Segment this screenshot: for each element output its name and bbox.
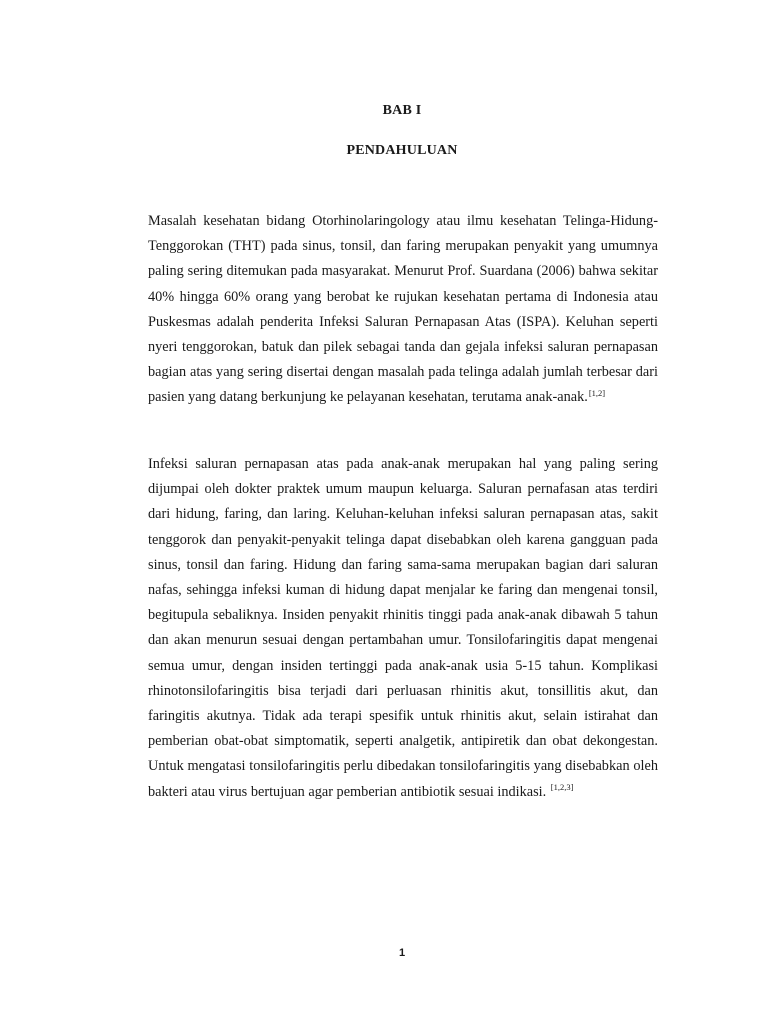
- paragraph-2: [148, 452, 658, 805]
- paragraph-1-citation: [1,2]: [588, 387, 606, 398]
- page-number: 1: [398, 947, 406, 959]
- paragraph-1-text: Masalah kesehatan bidang Otorhinolaringology atau ilmu kesehatan Telinga-Hidung-Tenggorokan (THT) pada sinus, tonsil, dan faring merupakan penyakit yang umumnya paling sering ditemukan pada masyarakat. Menurut Prof. Suardana (2006) bahwa sekitar 40% hingga 60% orang yang berobat ke rujukan kesehatan pertama di Indonesia atau Puskesmas adalah penderita Infeksi Saluran Pernapasan Atas (ISPA). Keluhan seperti nyeri tenggorokan, batuk dan pilek sebagai tanda dan gejala infeksi saluran pernapasan bagian atas yang sering disertai dengan masalah pada telinga adalah jumlah terbesar dari pasien yang datang berkunjung ke pelayanan kesehatan, terutama anak-anak.: [148, 213, 658, 406]
- paragraph-1: [148, 209, 658, 411]
- chapter-title-heading: PENDAHULUAN: [346, 143, 458, 158]
- chapter-number-heading: BAB I: [382, 103, 422, 118]
- paragraph-2-text: Infeksi saluran pernapasan atas pada anak-anak merupakan hal yang paling sering dijumpai oleh dokter praktek umum maupun keluarga. Saluran pernafasan atas terdiri dari hidung, faring, dan laring. Keluhan-keluhan infeksi saluran pernapasan atas, sakit tenggorok dan penyakit-penyakit telinga dapat disebabkan oleh karena gangguan pada sinus, tonsil dan faring. Hidung dan faring sama-sama merupakan bagian dari saluran nafas, sehingga infeksi kuman di hidung dapat menjalar ke faring dan mengenai tonsil, begitupula sebaliknya. Insiden penyakit rhinitis tinggi pada anak-anak dibawah 5 tahun dan akan menurun sesuai dengan pertambahan umur. Tonsilofaringitis dapat mengenai semua umur, dengan insiden tertinggi pada anak-anak usia 5-15 tahun. Komplikasi rhinotonsilofaringitis bisa terjadi dari perluasan rhinitis akut, tonsillitis akut, dan faringitis akutnya. Tidak ada terapi spesifik untuk rhinitis akut, selain istirahat dan pemberian obat-obat simptomatik, seperti analgetik, antipiretik dan obat dekongestan. Untuk mengatasi tonsilofaringitis perlu dibedakan tonsilofaringitis yang disebabkan oleh bakteri atau virus bertujuan agar pemberian antibiotik sesuai indikasi.: [148, 456, 658, 800]
- paragraph-2-citation: [1,2,3]: [550, 781, 574, 792]
